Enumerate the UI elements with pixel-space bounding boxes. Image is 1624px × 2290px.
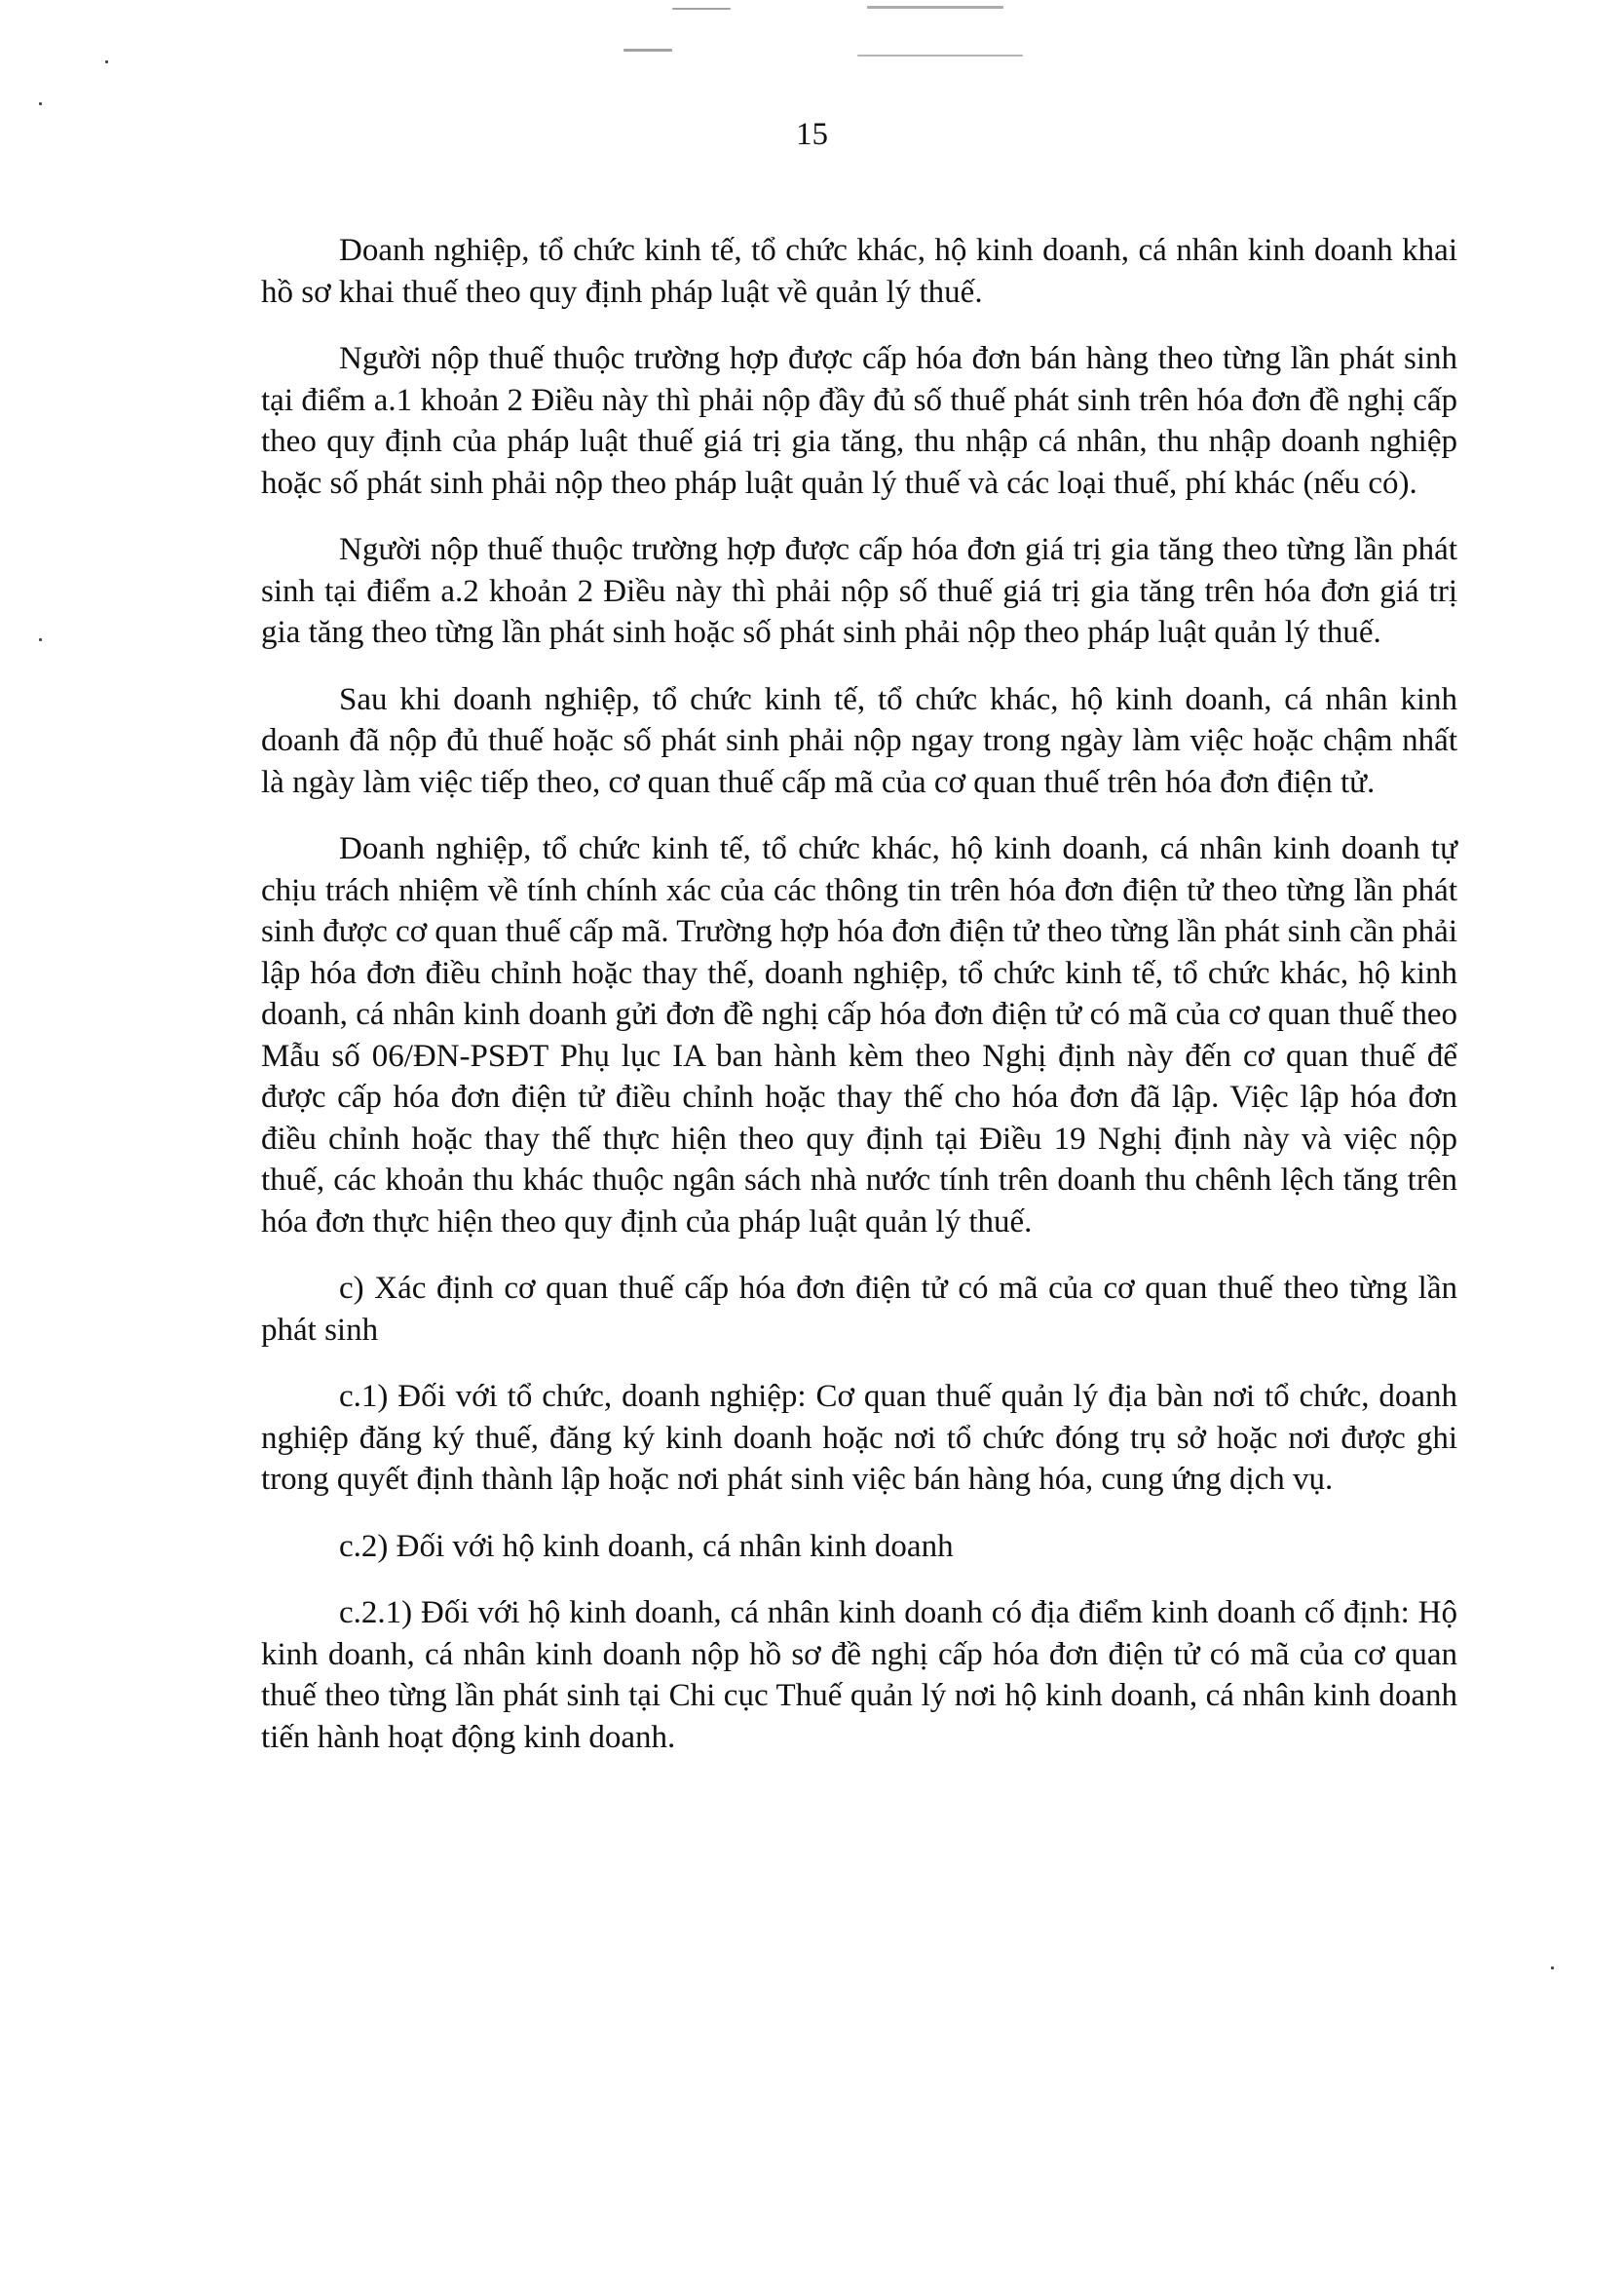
paragraph: c.2.1) Đối với hộ kinh doanh, cá nhân kinh doanh có địa điểm kinh doanh cố định: Hộ kinh doanh, cá nhân kinh doanh nộp hồ sơ đề nghị cấp hóa đơn điện tử có mã của cơ quan thuế theo từng lần phát sinh tại Chi cục Thuế quản lý nơi hộ kinh doanh, cá nhân kinh doanh tiến hành hoạt động kinh doanh. <box>261 1595 1457 1755</box>
scan-speckle <box>105 60 108 63</box>
paragraph: c.2) Đối với hộ kinh doanh, cá nhân kinh doanh <box>339 1528 954 1564</box>
paragraph: Doanh nghiệp, tổ chức kinh tế, tổ chức khác, hộ kinh doanh, cá nhân kinh doanh khai hồ sơ khai thuế theo quy định pháp luật về quản lý thuế. <box>261 233 1457 310</box>
scan-speckle <box>39 638 42 641</box>
scan-speckle <box>857 55 1023 57</box>
scan-speckle <box>39 102 42 105</box>
paragraph: Sau khi doanh nghiệp, tổ chức kinh tế, tổ chức khác, hộ kinh doanh, cá nhân kinh doanh đã nộp đủ thuế hoặc số phát sinh phải nộp ngay trong ngày làm việc hoặc chậm nhất là ngày làm việc tiếp theo, cơ quan thuế cấp mã của cơ quan thuế trên hóa đơn điện tử. <box>261 681 1457 800</box>
paragraph: Người nộp thuế thuộc trường hợp được cấp hóa đơn giá trị gia tăng theo từng lần phát sinh tại điểm a.2 khoản 2 Điều này thì phải nộp số thuế giá trị gia tăng trên hóa đơn giá trị gia tăng theo từng lần phát sinh hoặc số phát sinh phải nộp theo pháp luật quản lý thuế. <box>261 532 1457 650</box>
paragraph: Doanh nghiệp, tổ chức kinh tế, tổ chức khác, hộ kinh doanh, cá nhân kinh doanh tự chịu trách nhiệm về tính chính xác của các thông tin trên hóa đơn điện tử theo từng lần phát sinh được cơ quan thuế cấp mã. Trường hợp hóa đơn điện tử theo từng lần phát sinh cần phải lập hóa đơn điều chỉnh hoặc thay thế, doanh nghiệp, tổ chức kinh tế, tổ chức khác, hộ kinh doanh, cá nhân kinh doanh gửi đơn đề nghị cấp hóa đơn điện tử có mã của cơ quan thuế theo Mẫu số 06/ĐN-PSĐT Phụ lục IA ban hành kèm theo Nghị định này đến cơ quan thuế để được cấp hóa đơn điện tử điều chỉnh hoặc thay thế cho hóa đơn đã lập. Việc lập hóa đơn điều chỉnh hoặc thay thế thực hiện theo quy định tại Điều 19 Nghị định này và việc nộp thuế, các khoản thu khác thuộc ngân sách nhà nước tính trên doanh thu chênh lệch tăng trên hóa đơn thực hiện theo quy định của pháp luật quản lý thuế. <box>261 831 1457 1240</box>
body-text <box>261 230 1457 1783</box>
scan-speckle <box>623 49 672 52</box>
scan-speckle <box>672 8 731 10</box>
scan-speckle <box>867 6 1003 9</box>
page-number: 15 <box>796 117 828 152</box>
scan-speckle <box>1551 1966 1554 1969</box>
paragraph: Người nộp thuế thuộc trường hợp được cấp hóa đơn bán hàng theo từng lần phát sinh tại điểm a.1 khoản 2 Điều này thì phải nộp đầy đủ số thuế phát sinh trên hóa đơn đề nghị cấp theo quy định của pháp luật thuế giá trị gia tăng, thu nhập cá nhân, thu nhập doanh nghiệp hoặc số phát sinh phải nộp theo pháp luật quản lý thuế và các loại thuế, phí khác (nếu có). <box>261 341 1457 501</box>
paragraph: c.1) Đối với tổ chức, doanh nghiệp: Cơ quan thuế quản lý địa bàn nơi tổ chức, doanh nghiệp đăng ký thuế, đăng ký kinh doanh hoặc nơi tổ chức đóng trụ sở hoặc nơi được ghi trong quyết định thành lập hoặc nơi phát sinh việc bán hàng hóa, cung ứng dịch vụ. <box>261 1379 1457 1497</box>
paragraph: c) Xác định cơ quan thuế cấp hóa đơn điện tử có mã của cơ quan thuế theo từng lần phát sinh <box>261 1271 1457 1348</box>
